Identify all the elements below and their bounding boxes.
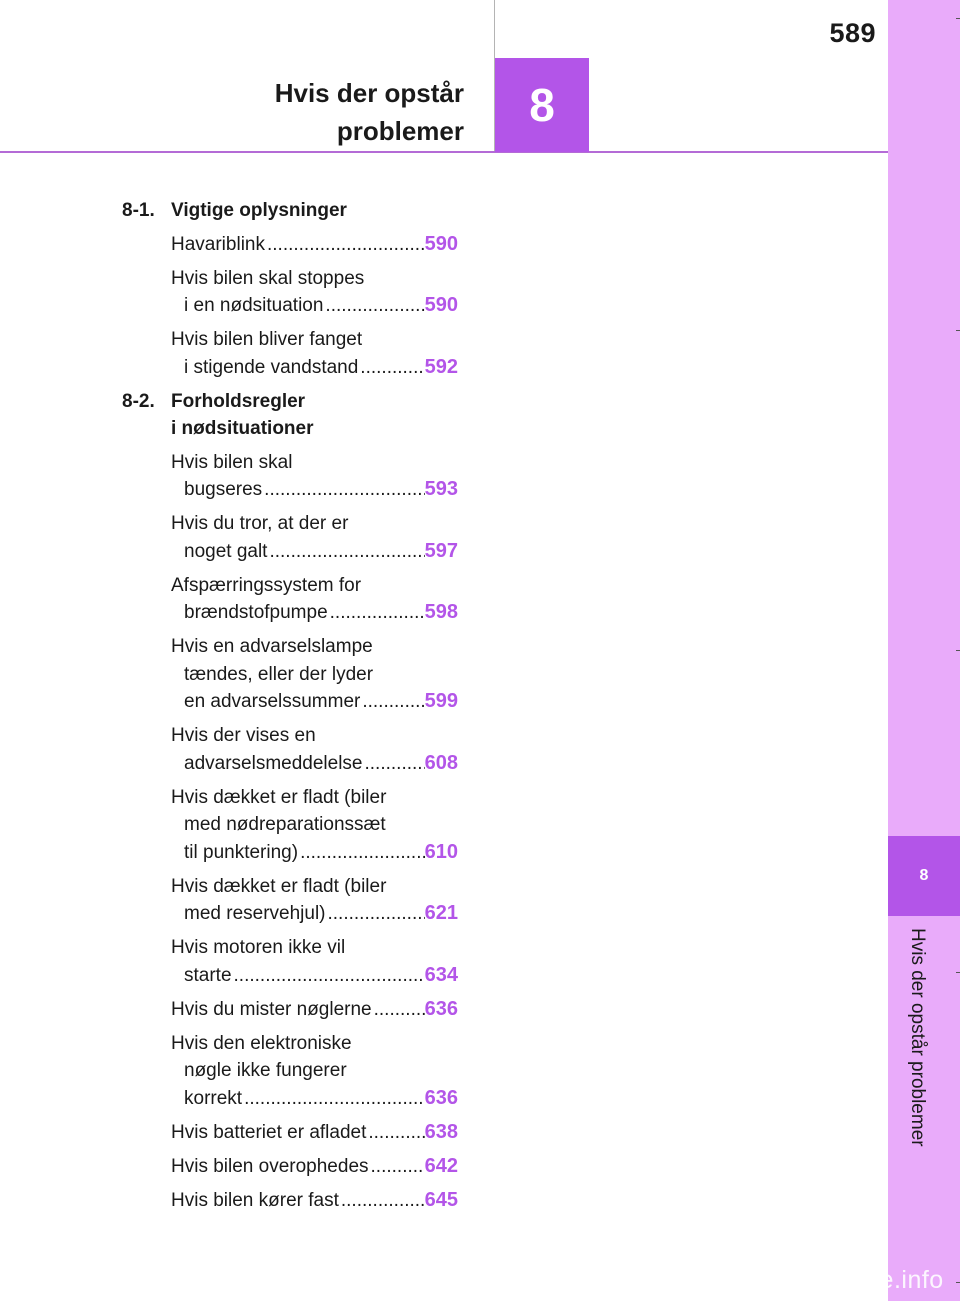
toc-entry-line: Hvis bilen overophedes [171, 1155, 369, 1177]
toc-entry-line: brændstofpumpe [184, 602, 328, 623]
toc-entry-line: Hvis den elektroniske [171, 1032, 352, 1054]
page-link[interactable]: 590 [424, 294, 458, 316]
toc-entry-line: korrekt [184, 1087, 243, 1109]
toc-entry[interactable] [171, 510, 458, 565]
toc-entry-line: Hvis bilen skal [171, 451, 293, 473]
dot-leader [328, 900, 425, 928]
crop-mark [956, 1282, 960, 1283]
toc-entry[interactable] [171, 1030, 458, 1113]
toc-entry-line: Hvis batteriet er afladet [171, 1121, 367, 1143]
page-link[interactable]: 593 [424, 478, 458, 500]
toc-entry-leader-row [171, 599, 458, 627]
toc-entry-line: Havariblink [171, 233, 265, 255]
dot-leader [368, 1119, 424, 1147]
toc-section [0, 388, 470, 443]
toc-entry-line: med reservehjul) [184, 903, 326, 924]
toc-entry-line: Hvis motoren ikke vil [171, 937, 346, 958]
page-link[interactable]: 621 [424, 902, 458, 924]
crop-mark [956, 650, 960, 651]
side-tab-8[interactable]: 8 [888, 836, 960, 916]
toc-entry-leader-row [171, 1085, 458, 1113]
toc-entry-line: Hvis du tror, at der er [171, 513, 349, 534]
toc-entry-line: Hvis dækket er fladt (biler [171, 786, 387, 808]
toc-entry-leader-row [171, 1119, 458, 1147]
toc-entry-line: Afspærringssystem for [171, 574, 362, 596]
header-divider-horizontal [0, 151, 888, 153]
toc-entry-leader-row [171, 900, 458, 928]
toc-entry-leader-row [171, 962, 458, 990]
page-link[interactable]: 608 [424, 751, 458, 774]
page-link[interactable]: 638 [424, 1120, 458, 1143]
toc-entry[interactable] [171, 449, 458, 504]
side-tab-label: Hvis der opstår problemer [907, 928, 928, 1147]
toc-entry-leader-row [171, 231, 458, 259]
dot-leader [374, 996, 425, 1024]
toc-entry-leader-row [171, 476, 458, 504]
toc-entry[interactable] [171, 572, 458, 627]
dot-leader [264, 476, 424, 504]
toc-entry-line: i en nødsituation [184, 295, 324, 316]
toc-entry-line: advarselsmeddelelse [184, 752, 363, 774]
chapter-number-box: 8 [495, 58, 589, 152]
toc-entry[interactable] [171, 1187, 458, 1215]
toc-entry[interactable] [171, 1119, 458, 1147]
toc-entry[interactable] [171, 873, 458, 928]
toc-entry-line: Hvis du mister nøglerne [171, 998, 372, 1020]
toc-entry-line: Hvis bilen skal stoppes [171, 267, 365, 289]
dot-leader [360, 354, 424, 382]
toc-entry[interactable] [171, 633, 458, 716]
toc-entry-line: Hvis dækket er fladt (biler [171, 875, 387, 897]
crop-mark [956, 972, 960, 973]
section-number: 8-2. [122, 390, 155, 412]
page-number: 589 [829, 18, 876, 48]
toc-entry-leader-row [171, 354, 458, 382]
toc-entry[interactable] [171, 934, 458, 989]
table-of-contents [0, 197, 470, 1221]
toc-entry[interactable] [171, 722, 458, 777]
toc-entry-leader-row [171, 750, 458, 778]
toc-entry[interactable] [171, 1153, 458, 1181]
watermark: carmanualsonline.info [690, 1266, 944, 1294]
toc-entry-leader-row [171, 996, 458, 1024]
toc-entry-line: en advarselssummer [184, 691, 361, 712]
toc-entry[interactable] [171, 326, 458, 381]
page-link[interactable]: 599 [424, 690, 458, 712]
toc-entry-line: nøgle ikke fungerer [184, 1060, 347, 1081]
toc-entry-line: bugseres [184, 479, 263, 500]
page-link[interactable]: 610 [424, 840, 458, 863]
page-link[interactable]: 634 [424, 963, 458, 986]
toc-entry-line: med nødreparationssæt [184, 814, 386, 835]
page-link[interactable]: 636 [424, 997, 458, 1020]
toc-entry-leader-row [171, 839, 458, 867]
toc-entry[interactable] [171, 231, 458, 259]
dot-leader [362, 688, 424, 716]
chapter-title: Hvis der opstår problemer [274, 78, 464, 146]
toc-section [0, 197, 470, 225]
page-link[interactable]: 590 [424, 232, 458, 255]
crop-mark [956, 330, 960, 331]
section-title: Vigtige oplysninger [171, 200, 347, 221]
toc-entry-line: starte [184, 964, 232, 986]
dot-leader [341, 1187, 425, 1215]
toc-entry-line: Hvis der vises en [171, 725, 316, 746]
toc-entry-leader-row [171, 292, 458, 320]
dot-leader [325, 292, 424, 320]
dot-leader [269, 538, 424, 566]
toc-entry[interactable] [171, 996, 458, 1024]
dot-leader [244, 1085, 425, 1113]
toc-entry-leader-row [171, 688, 458, 716]
page-link[interactable]: 598 [424, 601, 458, 623]
toc-entry-leader-row [171, 538, 458, 566]
dot-leader [300, 839, 425, 867]
dot-leader [267, 231, 425, 259]
toc-entry-line: noget galt [184, 540, 268, 562]
page-link[interactable]: 592 [424, 355, 458, 378]
toc-entry[interactable] [171, 784, 458, 867]
section-number: 8-1. [122, 200, 155, 221]
toc-entry[interactable] [171, 265, 458, 320]
page-link[interactable]: 597 [424, 539, 458, 562]
toc-entry-line: i stigende vandstand [184, 356, 359, 378]
page-link[interactable]: 645 [424, 1188, 458, 1211]
toc-entry-leader-row [171, 1153, 458, 1181]
crop-mark [956, 18, 960, 19]
toc-entry-line: tændes, eller der lyder [184, 663, 374, 685]
toc-entry-line: Hvis en advarselslampe [171, 636, 373, 657]
toc-entry-leader-row [171, 1187, 458, 1215]
toc-entry-line: Hvis bilen kører fast [171, 1189, 339, 1211]
page-link[interactable]: 636 [424, 1086, 458, 1109]
dot-leader [371, 1153, 425, 1181]
toc-entry-line: Hvis bilen bliver fanget [171, 329, 363, 350]
dot-leader [330, 599, 425, 627]
dot-leader [365, 750, 425, 778]
dot-leader [234, 962, 425, 990]
section-title: Forholdsregler i nødsituationer [171, 390, 314, 439]
toc-entry-line: til punktering) [184, 841, 299, 863]
page-link[interactable]: 642 [424, 1154, 458, 1177]
